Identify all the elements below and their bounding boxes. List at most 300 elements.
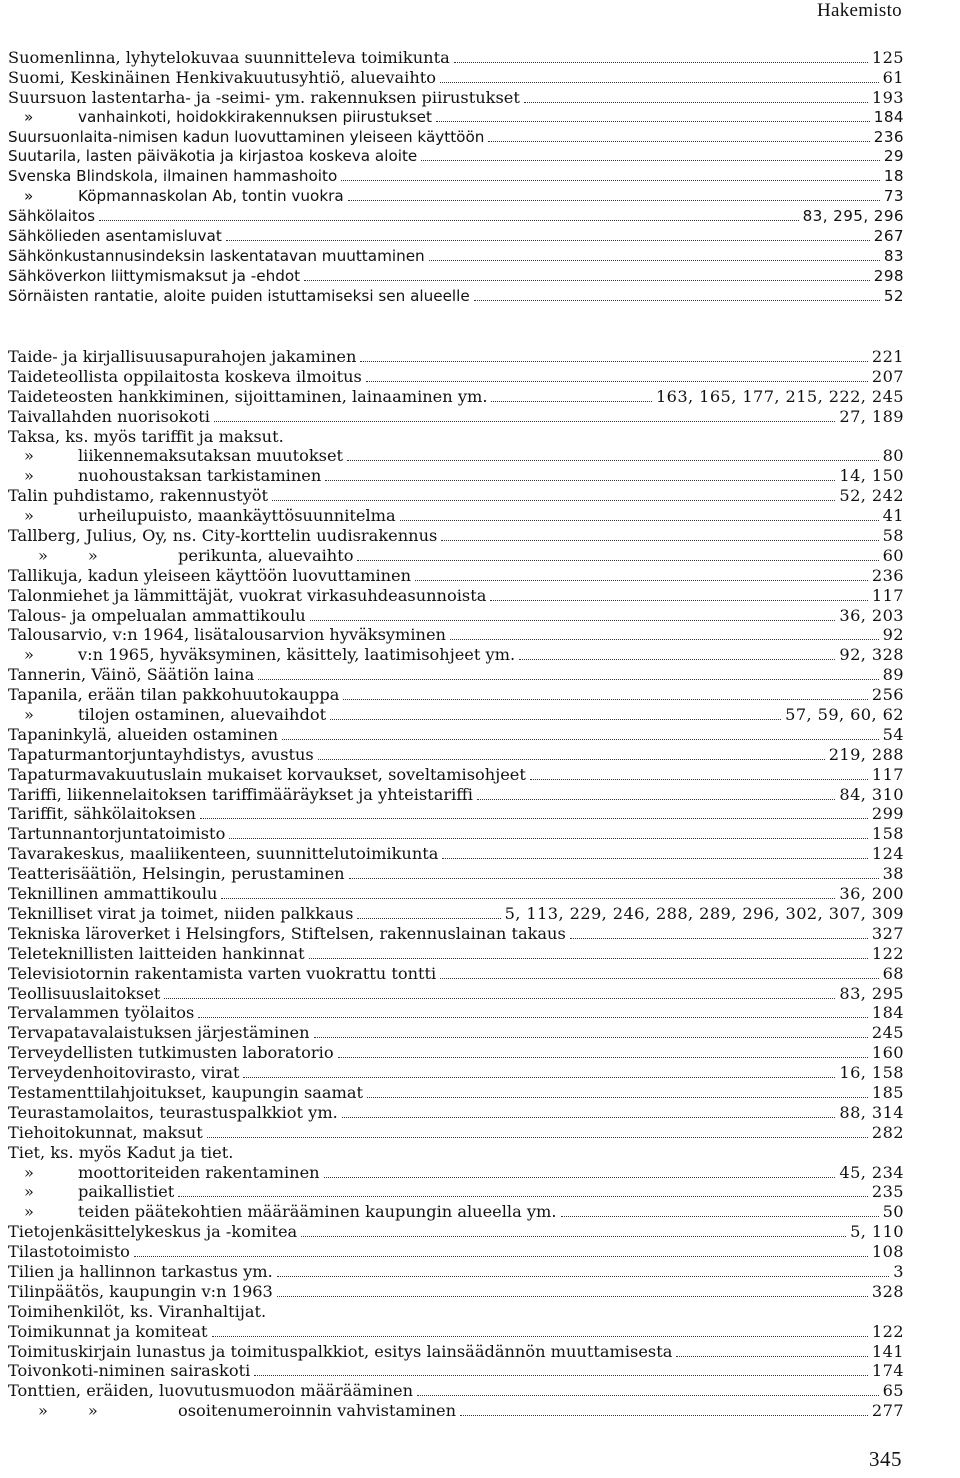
index-entry-text xyxy=(8,1322,210,1342)
index-entry-text xyxy=(8,606,308,626)
index-entry-text xyxy=(8,785,475,805)
index-entry-label: urheilupuisto, maankäyttösuunnitelma xyxy=(78,506,396,526)
index-entry-pages: 14, 150 xyxy=(839,466,904,486)
index-entry-pages: 207 xyxy=(871,366,904,386)
index-entry-label: Teleteknillisten laitteiden hankinnat xyxy=(8,943,305,963)
dot-leader xyxy=(676,1344,867,1357)
index-entry-label: Köpmannaskolan Ab, tontin vuokra xyxy=(78,187,344,206)
index-entry-text xyxy=(8,1282,275,1302)
index-entry-pages: 50 xyxy=(882,1202,904,1222)
index-entry xyxy=(8,984,904,1004)
index-entry-pages: 36, 200 xyxy=(839,884,904,904)
index-entry-text xyxy=(8,665,256,685)
index-entry-label: vanhainkoti, hoidokkirakennuksen piirustukset xyxy=(78,107,432,126)
index-entry-pages: 52 xyxy=(883,286,904,305)
ditto-mark: » xyxy=(24,705,34,725)
index-entry-text xyxy=(8,705,328,725)
index-entry-label: tilojen ostaminen, aluevaihdot xyxy=(78,705,327,725)
index-entry-text xyxy=(8,387,489,407)
index-entry-text xyxy=(8,287,472,307)
index-entry-pages: 163, 165, 177, 215, 222, 245 xyxy=(655,386,904,406)
dot-leader xyxy=(348,188,880,201)
index-entry-pages: 92, 328 xyxy=(839,645,904,665)
dot-leader xyxy=(488,129,869,142)
index-entry-pages: 184 xyxy=(873,107,904,126)
index-entry-pages: 36, 203 xyxy=(839,605,904,625)
index-entry-text xyxy=(8,546,355,566)
index-entry xyxy=(8,1342,904,1362)
index-entry-label: Sähkölieden asentamisluvat xyxy=(8,227,222,246)
index-entry-text xyxy=(8,844,440,864)
dot-leader xyxy=(436,109,870,122)
index-entry-text xyxy=(8,407,212,427)
dot-leader xyxy=(212,1324,868,1337)
ditto-mark: » xyxy=(24,1202,34,1222)
index-entry-text xyxy=(8,1262,275,1282)
index-entry xyxy=(8,864,904,884)
index-entry xyxy=(8,1222,904,1242)
index-entry-pages: 3 xyxy=(893,1261,904,1281)
index-entry-pages: 236 xyxy=(871,565,904,585)
index-entry-label: teiden päätekohtien määrääminen kaupungin alueella ym. xyxy=(78,1202,557,1222)
index-entry xyxy=(8,287,904,307)
index-entry xyxy=(8,1361,904,1381)
index-entry-text xyxy=(8,347,358,367)
index-entry xyxy=(8,625,904,645)
index-entry-text xyxy=(8,685,341,705)
index-entry-label: Tiehoitokunnat, maksut xyxy=(8,1122,203,1142)
index-entry xyxy=(8,1381,904,1401)
index-entry-text xyxy=(8,1202,559,1222)
index-entry-label: osoitenumeroinnin vahvistaminen xyxy=(178,1401,457,1421)
dot-leader xyxy=(301,1224,846,1237)
ditto-mark: » xyxy=(24,466,34,486)
index-entry xyxy=(8,167,904,187)
ditto-mark: » xyxy=(24,506,34,526)
dot-leader xyxy=(367,1085,868,1098)
dot-leader xyxy=(282,727,879,740)
index-entry-label: Tannerin, Väinö, Säätiön laina xyxy=(8,665,255,685)
ditto-mark: »» xyxy=(38,545,138,565)
index-entry-text xyxy=(8,1043,336,1063)
dot-leader xyxy=(207,1125,868,1138)
index-entry-pages: 27, 189 xyxy=(839,406,904,426)
index-entry-label: Teurastamolaitos, teurastuspalkkiot ym. xyxy=(8,1102,338,1122)
dot-leader xyxy=(366,369,868,382)
index-entry xyxy=(8,785,904,805)
index-entry-text xyxy=(8,904,355,924)
index-entry-text xyxy=(8,804,198,824)
index-entry-pages: 160 xyxy=(871,1043,904,1063)
index-entry-pages: 124 xyxy=(871,844,904,864)
index-entry-pages: 89 xyxy=(882,665,904,685)
index-entry-text xyxy=(8,1163,322,1183)
index-entry xyxy=(8,1302,904,1322)
index-entry-pages: 68 xyxy=(882,963,904,983)
index-entry-label: Svenska Blindskola, ilmainen hammashoito xyxy=(8,167,338,186)
index-entry xyxy=(8,1262,904,1282)
index-entry xyxy=(8,1322,904,1342)
index-entry-label: Tapanila, erään tilan pakkohuutokauppa xyxy=(8,685,340,705)
index-section-s xyxy=(8,48,904,307)
index-entry xyxy=(8,427,904,447)
index-entry-label: Sörnäisten rantatie, aloite puiden istuttamiseksi sen alueelle xyxy=(8,286,470,305)
dot-leader xyxy=(570,926,868,939)
dot-leader xyxy=(178,1184,868,1197)
index-entry xyxy=(8,884,904,904)
index-entry-pages: 54 xyxy=(882,724,904,744)
dot-leader xyxy=(214,409,835,422)
index-entry xyxy=(8,1401,904,1421)
index-entry xyxy=(8,824,904,844)
dot-leader xyxy=(441,528,878,541)
index-entry xyxy=(8,745,904,765)
index-entry-label: Talousarvio, v:n 1964, lisätalousarvion hyväksyminen xyxy=(8,625,446,645)
index-entry-pages: 158 xyxy=(871,824,904,844)
index-entry-text xyxy=(8,1123,205,1143)
running-header-title: Hakemisto xyxy=(816,0,902,21)
index-entry-pages: 185 xyxy=(871,1082,904,1102)
dot-leader xyxy=(310,608,836,621)
index-entry-label: Tavarakeskus, maaliikenteen, suunnittelutoimikunta xyxy=(8,844,439,864)
index-entry-text xyxy=(8,1381,415,1401)
index-entry xyxy=(8,247,904,267)
index-entry-pages: 298 xyxy=(873,266,904,285)
index-entry-label: Suomenlinna, lyhytelokuvaa suunnitteleva toimikunta xyxy=(8,48,450,67)
index-entry xyxy=(8,1282,904,1302)
index-entry-label: Toimituskirjain lunastus ja toimituspalkkiot, esitys lainsäädännön muuttamisesta xyxy=(8,1341,673,1361)
index-entry-pages: 57, 59, 60, 62 xyxy=(785,705,904,725)
index-entry xyxy=(8,725,904,745)
index-entry-pages: 236 xyxy=(873,127,904,146)
index-entry xyxy=(8,1242,904,1262)
index-entry-label: Taideteosten hankkiminen, sijoittaminen, lainaaminen ym. xyxy=(8,386,488,406)
dot-leader xyxy=(360,349,868,362)
dot-leader xyxy=(277,1264,890,1277)
index-entry xyxy=(8,1123,904,1143)
index-entry-text xyxy=(8,964,438,984)
index-entry-label: paikallistiet xyxy=(78,1182,175,1202)
index-entry-text xyxy=(8,745,316,765)
page-number: 345 xyxy=(869,1447,902,1471)
index-entry-pages: 80 xyxy=(882,446,904,466)
index-entry xyxy=(8,1163,904,1183)
index-entry-pages: 83 xyxy=(883,246,904,265)
index-entry-text xyxy=(8,88,522,108)
index-entry-text xyxy=(8,625,448,645)
index-entry-text xyxy=(8,48,452,68)
dot-leader xyxy=(309,946,868,959)
dot-leader xyxy=(330,707,781,720)
index-entry-pages: 221 xyxy=(871,347,904,366)
index-entry-pages: 52, 242 xyxy=(839,486,904,506)
index-entry-label: Suutarila, lasten päiväkotia ja kirjastoa koskeva aloite xyxy=(8,147,418,166)
index-entry xyxy=(8,267,904,287)
index-entry xyxy=(8,566,904,586)
index-entry-label: Toivonkoti-niminen sairaskoti xyxy=(8,1361,251,1381)
index-entry-label: Tervalammen työlaitos xyxy=(8,1003,195,1023)
index-entry xyxy=(8,765,904,785)
index-entry-pages: 45, 234 xyxy=(839,1162,904,1182)
index-entry-label: Televisiotornin rakentamista varten vuokrattu tontti xyxy=(8,963,437,983)
dot-leader xyxy=(134,1244,868,1257)
index-entry-pages: 108 xyxy=(871,1242,904,1262)
dot-leader xyxy=(338,1045,868,1058)
index-entry-pages: 65 xyxy=(882,1381,904,1401)
index-entry xyxy=(8,526,904,546)
index-entry-label: Sähkönkustannusindeksin laskentatavan muuttaminen xyxy=(8,246,425,265)
index-entry-text xyxy=(8,466,323,486)
index-entry-text xyxy=(8,1361,252,1381)
index-entry-label: Suursuon lastentarha- ja -seimi- ym. rakennuksen piirustukset xyxy=(8,87,520,107)
index-entry-text xyxy=(8,147,419,167)
index-entry xyxy=(8,1182,904,1202)
index-entry-pages: 60 xyxy=(882,545,904,565)
index-entry-pages: 122 xyxy=(871,943,904,963)
dot-leader xyxy=(343,687,868,700)
index-entry-label: Tallikuja, kadun yleiseen käyttöön luovuttaminen xyxy=(8,565,412,585)
index-entry-label: liikennemaksutaksan muutokset xyxy=(78,446,344,466)
index-entry-label: Sähkölaitos xyxy=(8,207,96,226)
index-entry xyxy=(8,207,904,227)
index-entry xyxy=(8,1143,904,1163)
index-entry-label: Suomi, Keskinäinen Henkivakuutusyhtiö, aluevaihto xyxy=(8,67,437,87)
ditto-mark: » xyxy=(24,107,34,126)
index-entry-label: Teknillinen ammattikoulu xyxy=(8,884,218,904)
dot-leader xyxy=(99,208,799,221)
index-entry xyxy=(8,506,904,526)
index-entry xyxy=(8,88,904,108)
ditto-mark: » xyxy=(24,187,34,206)
index-entry-label: Taideteollista oppilaitosta koskeva ilmoitus xyxy=(8,366,362,386)
index-entry-label: Taide- ja kirjallisuusapurahojen jakaminen xyxy=(8,347,357,366)
index-entry-text xyxy=(8,1143,235,1163)
dot-leader xyxy=(221,886,835,899)
index-entry-label: Tervapatavalaistuksen järjestäminen xyxy=(8,1023,310,1043)
index-entry-text xyxy=(8,207,97,227)
ditto-mark: »» xyxy=(38,1401,138,1421)
index-entry-pages: 245 xyxy=(871,1023,904,1043)
index-entry-pages: 84, 310 xyxy=(839,784,904,804)
index-entry-label: moottoriteiden rakentaminen xyxy=(78,1162,320,1182)
index-entry-text xyxy=(8,1342,674,1362)
dot-leader xyxy=(342,1105,836,1118)
index-entry-pages: 327 xyxy=(871,923,904,943)
index-entry-label: Sähköverkon liittymismaksut ja -ehdot xyxy=(8,266,301,285)
index-entry-pages: 193 xyxy=(871,87,904,107)
index-entry xyxy=(8,347,904,367)
index-entry-label: Tilinpäätös, kaupungin v:n 1963 xyxy=(8,1281,273,1301)
index-entry-pages: 235 xyxy=(871,1182,904,1202)
index-entry xyxy=(8,68,904,88)
dot-leader xyxy=(561,1204,879,1217)
ditto-mark: » xyxy=(24,645,34,665)
dot-leader xyxy=(519,647,835,660)
index-entry xyxy=(8,1202,904,1222)
index-entry-pages: 277 xyxy=(871,1401,904,1421)
dot-leader xyxy=(318,747,825,760)
index-entry-pages: 141 xyxy=(871,1341,904,1361)
index-entry-pages: 125 xyxy=(871,48,904,67)
index-entry-pages: 16, 158 xyxy=(839,1063,904,1083)
index-entry-text xyxy=(8,187,346,207)
index-entry xyxy=(8,606,904,626)
dot-leader xyxy=(415,568,868,581)
index-entry xyxy=(8,904,904,924)
index-entry xyxy=(8,466,904,486)
index-entry-pages: 117 xyxy=(871,764,904,784)
index-entry-label: nuohoustaksan tarkistaminen xyxy=(78,466,322,486)
index-entry xyxy=(8,944,904,964)
index-entry-text xyxy=(8,1242,132,1262)
index-entry-text xyxy=(8,506,398,526)
index-entry-text xyxy=(8,1222,299,1242)
dot-leader xyxy=(357,906,500,919)
index-entry xyxy=(8,486,904,506)
index-entry-text xyxy=(8,824,227,844)
index-entry-text xyxy=(8,486,270,506)
index-entry-pages: 122 xyxy=(871,1321,904,1341)
index-section-t xyxy=(8,347,904,1421)
dot-leader xyxy=(417,1383,879,1396)
ditto-mark: » xyxy=(24,1162,34,1182)
dot-leader xyxy=(324,1165,836,1178)
dot-leader xyxy=(421,148,880,161)
index-entry xyxy=(8,924,904,944)
index-entry-text xyxy=(8,725,280,745)
dot-leader xyxy=(200,806,868,819)
index-entry-text xyxy=(8,247,427,267)
index-entry xyxy=(8,844,904,864)
index-entry-pages: 219, 288 xyxy=(828,744,904,764)
index-entry-text xyxy=(8,884,219,904)
dot-leader xyxy=(277,1284,868,1297)
index-entry-pages: 267 xyxy=(873,227,904,246)
dot-leader xyxy=(524,90,868,103)
index-entry-text xyxy=(8,864,347,884)
dot-leader xyxy=(349,866,879,879)
index-entry-text xyxy=(8,1302,268,1322)
index-entry-label: Taksa, ks. myös tariffit ja maksut. xyxy=(8,426,284,446)
dot-leader xyxy=(314,1025,868,1038)
index-entry-text xyxy=(8,1063,241,1083)
dot-leader xyxy=(491,389,651,402)
index-entry-pages: 117 xyxy=(871,585,904,605)
index-entry-text xyxy=(8,645,517,665)
index-entry-text xyxy=(8,1003,196,1023)
index-entry-pages: 5, 110 xyxy=(850,1222,904,1242)
dot-leader xyxy=(450,627,879,640)
index-entry-label: Teatterisäätiön, Helsingin, perustaminen xyxy=(8,864,345,884)
dot-leader xyxy=(454,50,868,63)
index-entry-pages: 41 xyxy=(882,506,904,526)
index-entry-pages: 83, 295, 296 xyxy=(802,207,904,226)
dot-leader xyxy=(400,508,879,521)
ditto-mark: » xyxy=(24,446,34,466)
index-entry-pages: 92 xyxy=(882,625,904,645)
index-entry-label: Tapaturmavakuutuslain mukaiset korvaukset, soveltamisohjeet xyxy=(8,764,526,784)
index-entry-pages: 256 xyxy=(871,685,904,705)
index-entry-label: Tilastotoimisto xyxy=(8,1242,130,1262)
index-entry-text xyxy=(8,1023,312,1043)
index-entry xyxy=(8,1043,904,1063)
index-entry xyxy=(8,108,904,128)
index-entry xyxy=(8,1023,904,1043)
index-entry-text xyxy=(8,446,345,466)
dot-leader xyxy=(474,288,880,301)
index-entry-label: Terveydenhoitovirasto, virat xyxy=(8,1063,240,1083)
index-entry-text xyxy=(8,427,286,447)
index-entry-text xyxy=(8,68,438,88)
index-entry xyxy=(8,446,904,466)
dot-leader xyxy=(325,468,835,481)
index-entry-pages: 83, 295 xyxy=(839,983,904,1003)
index-entry-pages: 73 xyxy=(883,187,904,206)
index-entry xyxy=(8,227,904,247)
index-entry xyxy=(8,546,904,566)
index-entry-text xyxy=(8,1182,176,1202)
index-entry xyxy=(8,964,904,984)
index-entry-pages: 174 xyxy=(871,1361,904,1381)
index-entry-label: Taivallahden nuorisokoti xyxy=(8,406,210,426)
index-entry-label: Tapaninkylä, alueiden ostaminen xyxy=(8,724,278,744)
index-entry-pages: 29 xyxy=(883,147,904,166)
index-entry-pages: 184 xyxy=(871,1003,904,1023)
index-entry-label: Toimikunnat ja komiteat xyxy=(8,1321,208,1341)
index-entry xyxy=(8,367,904,387)
index-entry xyxy=(8,586,904,606)
dot-leader xyxy=(490,588,868,601)
index-entry-label: Teknilliset virat ja toimet, niiden palkkaus xyxy=(8,903,354,923)
index-entry-pages: 328 xyxy=(871,1281,904,1301)
dot-leader xyxy=(530,767,868,780)
index-entry-label: v:n 1965, hyväksyminen, käsittely, laatimisohjeet ym. xyxy=(78,645,516,665)
index-entry-label: Toimihenkilöt, ks. Viranhaltijat. xyxy=(8,1301,267,1321)
index-entry-pages: 88, 314 xyxy=(839,1102,904,1122)
dot-leader xyxy=(357,548,878,561)
index-entry xyxy=(8,1103,904,1123)
ditto-mark: » xyxy=(24,1182,34,1202)
dot-leader xyxy=(226,228,870,241)
index-entry-text xyxy=(8,227,224,247)
index-entry-label: Talonmiehet ja lämmittäjät, vuokrat virkasuhdeasunnoista xyxy=(8,585,487,605)
index-entry xyxy=(8,48,904,68)
index-entry-text xyxy=(8,1103,340,1123)
index-entry xyxy=(8,1063,904,1083)
index-entry xyxy=(8,128,904,148)
index-entry-label: Tapaturmantorjuntayhdistys, avustus xyxy=(8,744,314,764)
index-entry-pages: 18 xyxy=(883,167,904,186)
dot-leader xyxy=(254,1363,868,1376)
index-entry-label: Tartunnantorjuntatoimisto xyxy=(8,824,226,844)
index-entry-pages: 299 xyxy=(871,804,904,824)
index-entry-label: Tiet, ks. myös Kadut ja tiet. xyxy=(8,1142,234,1162)
dot-leader xyxy=(198,1005,868,1018)
dot-leader xyxy=(164,986,835,999)
dot-leader xyxy=(229,826,868,839)
index-entry xyxy=(8,407,904,427)
index-entry xyxy=(8,685,904,705)
index-entry xyxy=(8,645,904,665)
index-entry xyxy=(8,147,904,167)
index-entry-label: Tekniska läroverket i Helsingfors, Stiftelsen, rakennuslainan takaus xyxy=(8,923,566,943)
index-entry xyxy=(8,804,904,824)
index-entry xyxy=(8,187,904,207)
dot-leader xyxy=(442,846,867,859)
index-entry-pages: 61 xyxy=(882,67,904,87)
dot-leader xyxy=(440,70,879,83)
index-entry-label: Tietojenkäsittelykeskus ja -komitea xyxy=(8,1222,298,1242)
